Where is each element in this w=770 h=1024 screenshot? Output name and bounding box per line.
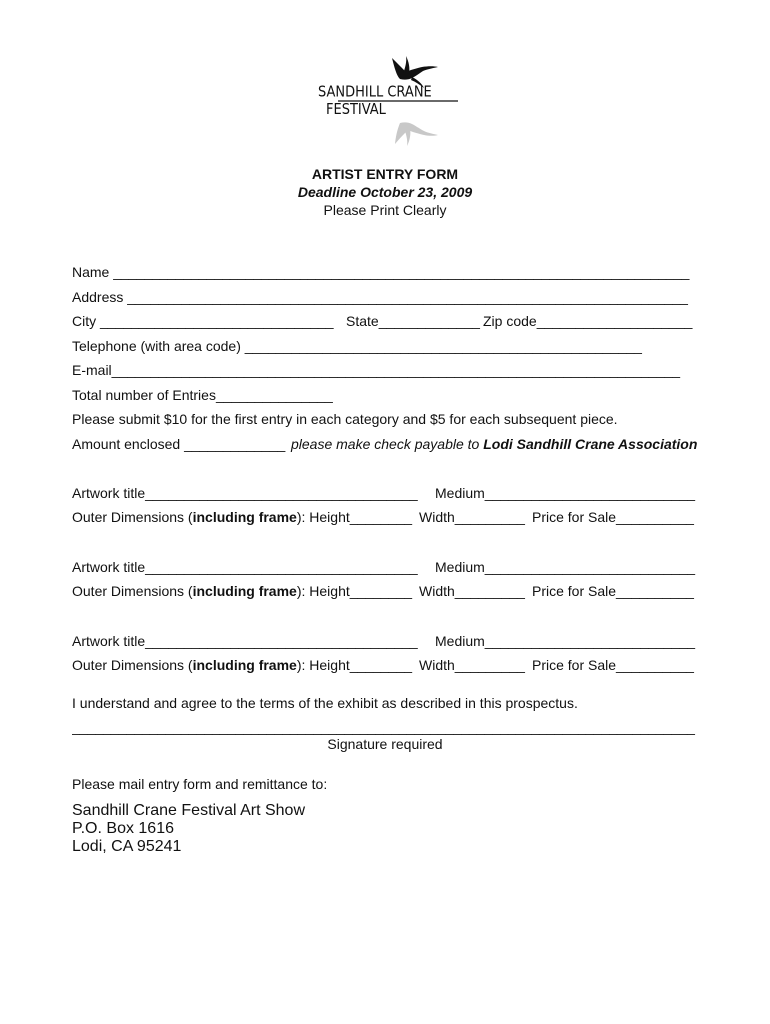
including-frame: including frame xyxy=(192,583,297,599)
mailing-line-1: Sandhill Crane Festival Art Show xyxy=(72,802,305,819)
state-field[interactable]: State_____________ xyxy=(346,313,480,329)
email-field[interactable]: E-mail_________________________________________________________________________ xyxy=(72,362,681,378)
mailing-line-2: P.O. Box 1616 xyxy=(72,820,174,837)
outer-dimensions-height-2[interactable] xyxy=(72,583,412,600)
telephone-field[interactable]: Telephone (with area code) ___________________________________________________ xyxy=(72,338,642,354)
dims-prefix: Outer Dimensions ( xyxy=(72,509,193,525)
deadline: Deadline October 23, 2009 xyxy=(297,184,473,200)
outer-dimensions-height-3[interactable] xyxy=(72,657,412,674)
including-frame: including frame xyxy=(192,509,297,525)
width-field-2[interactable]: Width_________ xyxy=(419,583,525,599)
outer-dimensions-height-1[interactable] xyxy=(72,509,412,526)
signature-label: Signature required xyxy=(327,736,443,752)
price-field-2[interactable]: Price for Sale__________ xyxy=(532,583,694,599)
artwork-title-field-1[interactable]: Artwork title___________________________________ xyxy=(72,485,418,501)
agreement-text: I understand and agree to the terms of the exhibit as described in this prospectus. xyxy=(72,695,578,711)
city-field[interactable]: City ______________________________ xyxy=(72,313,334,329)
width-field-3[interactable]: Width_________ xyxy=(419,657,525,673)
dims-suffix: ): Height________ xyxy=(296,509,413,525)
mailing-intro: Please mail entry form and remittance to: xyxy=(72,776,328,792)
price-field-3[interactable]: Price for Sale__________ xyxy=(532,657,694,673)
logo-underline xyxy=(338,100,458,102)
amount-enclosed-field[interactable]: Amount enclosed _____________ xyxy=(72,436,286,452)
logo-festival: FESTIVAL xyxy=(326,101,386,119)
medium-field-2[interactable]: Medium___________________________ xyxy=(435,559,696,575)
payee-name: Lodi Sandhill Crane Association xyxy=(483,436,698,452)
print-instruction: Please Print Clearly xyxy=(323,202,447,218)
dims-prefix: Outer Dimensions ( xyxy=(72,657,193,673)
total-entries-field[interactable]: Total number of Entries_______________ xyxy=(72,387,333,403)
signature-line[interactable]: ________________________________________________________________________________ xyxy=(72,719,695,735)
logo-name: SANDHILL CRANE xyxy=(318,84,432,102)
artwork-title-field-3[interactable]: Artwork title___________________________________ xyxy=(72,633,418,649)
festival-logo xyxy=(310,50,470,155)
name-field[interactable]: Name __________________________________________________________________________ xyxy=(72,264,690,280)
zip-field[interactable]: Zip code____________________ xyxy=(483,313,693,329)
width-field-1[interactable]: Width_________ xyxy=(419,509,525,525)
fee-note: Please submit $10 for the first entry in each category and $5 for each subsequent piece. xyxy=(72,411,618,427)
including-frame: including frame xyxy=(192,657,297,673)
address-field[interactable]: Address ________________________________________________________________________ xyxy=(72,289,688,305)
artwork-title-field-2[interactable]: Artwork title___________________________________ xyxy=(72,559,418,575)
medium-field-1[interactable]: Medium___________________________ xyxy=(435,485,696,501)
form-title: ARTIST ENTRY FORM xyxy=(311,166,459,182)
dims-suffix: ): Height________ xyxy=(296,657,413,673)
check-note-text: please make check payable to xyxy=(291,436,480,452)
price-field-1[interactable]: Price for Sale__________ xyxy=(532,509,694,525)
dims-suffix: ): Height________ xyxy=(296,583,413,599)
mailing-line-3: Lodi, CA 95241 xyxy=(72,838,182,855)
medium-field-3[interactable]: Medium___________________________ xyxy=(435,633,696,649)
dims-prefix: Outer Dimensions ( xyxy=(72,583,193,599)
check-payable-note xyxy=(291,436,697,453)
